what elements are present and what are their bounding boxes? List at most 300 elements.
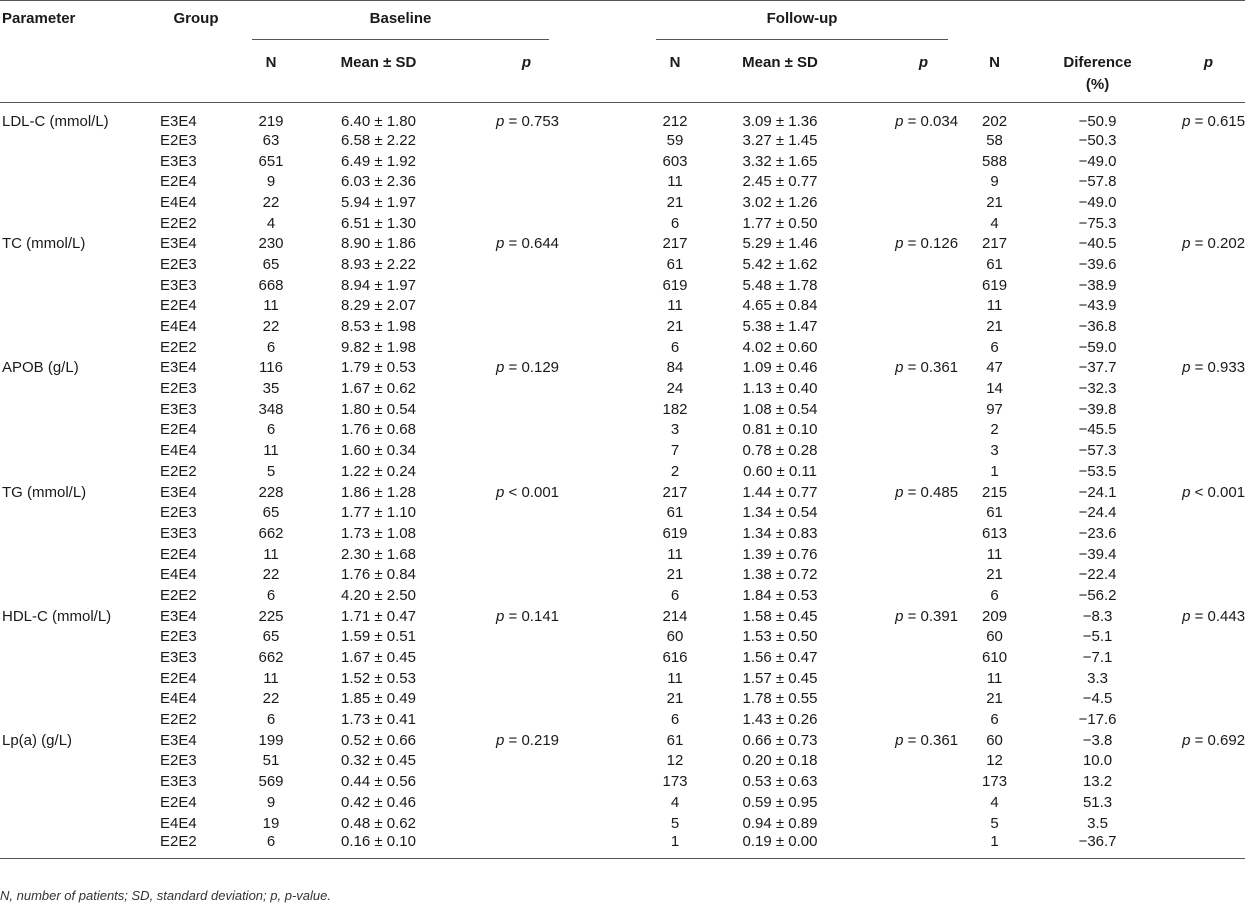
followup-mean-sd-cell: 1.77 ± 0.50: [742, 214, 818, 232]
difference-n-cell: 6: [990, 586, 999, 604]
followup-mean-sd-cell: 1.57 ± 0.45: [742, 669, 818, 687]
baseline-mean-sd-cell: 1.59 ± 0.51: [341, 628, 416, 646]
difference-p-cell: [1164, 668, 1245, 689]
difference-p-cell: [1164, 103, 1245, 131]
parameter-cell: [0, 213, 150, 234]
baseline-n-cell: 348: [258, 400, 284, 418]
table-row: [0, 103, 1245, 131]
difference-p-cell: [1164, 647, 1245, 668]
group-cell: E4E4: [160, 566, 197, 584]
table-row: [0, 627, 1245, 648]
followup-n-cell: 21: [666, 318, 684, 336]
difference-pct-cell: 51.3: [1082, 793, 1113, 811]
p-symbol: p: [496, 235, 505, 253]
difference-n-cell: 1: [990, 462, 999, 480]
baseline-n-cell: 22: [262, 318, 280, 336]
followup-mean-sd-cell: 5.42 ± 1.62: [742, 255, 818, 273]
parameter-cell: [0, 440, 150, 461]
followup-mean-sd-cell: 0.81 ± 0.10: [742, 421, 818, 439]
p-symbol: p: [496, 731, 505, 749]
baseline-n-cell: 668: [258, 276, 284, 294]
table-row: [0, 171, 1245, 192]
difference-n-cell: 21: [986, 193, 1003, 211]
followup-p-cell: [856, 627, 958, 648]
p-value: = 0.361: [903, 359, 959, 377]
baseline-mean-sd-cell: 1.52 ± 0.53: [341, 669, 416, 687]
followup-p-cell: [856, 440, 958, 461]
difference-pct-cell: −17.6: [1078, 711, 1117, 729]
difference-p-cell: [1164, 130, 1245, 151]
parameter-cell: Lp(a) (g/L): [2, 731, 73, 749]
parameter-cell: [0, 316, 150, 337]
header-followup-n: N: [646, 40, 704, 103]
followup-n-cell: 11: [667, 297, 683, 315]
followup-mean-sd-cell: 5.38 ± 1.47: [742, 318, 818, 336]
baseline-p-cell: [457, 606, 559, 627]
followup-mean-sd-cell: 3.09 ± 1.36: [742, 113, 818, 130]
parameter-cell: [0, 420, 150, 441]
followup-p-cell: [856, 399, 958, 420]
baseline-n-cell: 4: [266, 214, 276, 232]
baseline-mean-sd-cell: 1.71 ± 0.47: [341, 607, 416, 625]
group-cell: E4E4: [160, 690, 197, 708]
difference-p-cell: [1164, 420, 1245, 441]
baseline-mean-sd-cell: 8.93 ± 2.22: [341, 255, 416, 273]
difference-pct-cell: −49.0: [1078, 152, 1117, 170]
parameter-cell: [0, 171, 150, 192]
group-cell: E2E4: [160, 421, 197, 439]
difference-p-cell: [1164, 813, 1245, 834]
baseline-p-cell: [457, 399, 559, 420]
baseline-n-cell: 5: [266, 462, 276, 480]
baseline-n-cell: 11: [263, 545, 279, 563]
difference-pct-cell: −40.5: [1078, 235, 1117, 253]
followup-n-cell: 21: [666, 566, 684, 584]
followup-p-cell: [856, 585, 958, 606]
baseline-p-cell: [457, 833, 559, 859]
followup-mean-sd-cell: 0.53 ± 0.63: [742, 773, 818, 791]
table-footnote: N, number of patients; SD, standard deviation; p, p-value.: [0, 888, 331, 903]
difference-n-cell: 11: [986, 545, 1003, 563]
baseline-p-cell: [457, 647, 559, 668]
baseline-p-cell: [457, 709, 559, 730]
difference-n-cell: 173: [982, 773, 1008, 791]
table-row: [0, 213, 1245, 234]
difference-n-cell: 613: [982, 524, 1008, 542]
followup-mean-sd-cell: 0.60 ± 0.11: [743, 462, 817, 480]
header-followup-p: p: [918, 54, 929, 71]
followup-n-cell: 619: [662, 276, 688, 294]
baseline-p-cell: [457, 378, 559, 399]
difference-p-cell: [1164, 171, 1245, 192]
baseline-n-cell: 6: [266, 338, 276, 356]
baseline-n-cell: 225: [258, 607, 284, 625]
baseline-mean-sd-cell: 1.79 ± 0.53: [341, 359, 416, 377]
followup-p-cell: [856, 358, 958, 379]
baseline-mean-sd-cell: 1.60 ± 0.34: [341, 442, 416, 460]
table-row: [0, 378, 1245, 399]
followup-p-cell: [856, 275, 958, 296]
p-value: = 0.753: [504, 113, 560, 130]
followup-mean-sd-cell: 0.66 ± 0.73: [742, 731, 818, 749]
baseline-mean-sd-cell: 8.53 ± 1.98: [341, 318, 416, 336]
baseline-p-cell: [457, 103, 559, 131]
table-row: [0, 751, 1245, 772]
p-value: = 0.644: [504, 235, 560, 253]
baseline-mean-sd-cell: 0.44 ± 0.56: [341, 773, 416, 791]
difference-p-cell: [1164, 627, 1245, 648]
followup-p-cell: [856, 523, 958, 544]
table-row: [0, 296, 1245, 317]
baseline-mean-sd-cell: 1.22 ± 0.24: [341, 462, 416, 480]
group-cell: E2E2: [150, 833, 242, 859]
p-value: = 0.361: [903, 731, 959, 749]
followup-n-cell: 6: [670, 586, 680, 604]
group-cell: E2E2: [160, 338, 197, 356]
p-value: = 0.692: [1190, 731, 1245, 749]
difference-pct-cell: −39.8: [1078, 400, 1117, 418]
group-cell: E3E3: [160, 276, 197, 294]
p-value: = 0.485: [903, 483, 959, 501]
difference-n-cell: 21: [986, 318, 1003, 336]
baseline-p-cell: [457, 192, 559, 213]
parameter-cell: [0, 709, 150, 730]
followup-mean-sd-cell: 1.34 ± 0.54: [742, 504, 818, 522]
followup-n-cell: 59: [666, 131, 684, 149]
parameter-cell: [0, 627, 150, 648]
difference-pct-cell: −24.1: [1078, 483, 1117, 501]
table-row: [0, 585, 1245, 606]
baseline-mean-sd-cell: 6.40 ± 1.80: [341, 113, 416, 130]
baseline-n-cell: 51: [262, 752, 280, 770]
baseline-p-cell: [457, 337, 559, 358]
baseline-p-cell: [457, 627, 559, 648]
table-row: [0, 544, 1245, 565]
difference-pct-cell: −36.8: [1078, 318, 1117, 336]
group-cell: E3E3: [160, 400, 197, 418]
baseline-p-cell: [457, 730, 559, 751]
group-cell: E4E4: [160, 442, 197, 460]
group-cell: E3E3: [160, 524, 197, 542]
difference-n-cell: 217: [982, 235, 1008, 253]
baseline-mean-sd-cell: 1.85 ± 0.49: [341, 690, 416, 708]
difference-p-cell: [1164, 833, 1245, 859]
table-row: [0, 730, 1245, 751]
followup-n-cell: 217: [662, 483, 688, 501]
baseline-n-cell: 11: [263, 297, 279, 315]
difference-n-cell: 12: [986, 752, 1003, 770]
followup-p-cell: [856, 833, 958, 859]
header-followup-mean-sd: Mean ± SD: [704, 40, 856, 103]
difference-n-cell: 5: [990, 814, 999, 832]
baseline-n-cell: 11: [263, 669, 279, 687]
followup-n-cell: 11: [667, 173, 683, 191]
difference-p-cell: [1164, 523, 1245, 544]
followup-p-cell: [856, 771, 958, 792]
baseline-p-cell: [457, 813, 559, 834]
difference-p-cell: [1164, 213, 1245, 234]
followup-n-cell: 11: [667, 545, 683, 563]
parameter-cell: [0, 833, 150, 859]
difference-p-cell: [1164, 689, 1245, 710]
difference-p-cell: [1164, 296, 1245, 317]
header-difference-n: N: [958, 40, 1031, 103]
difference-p-cell: [1164, 502, 1245, 523]
difference-n-cell: 215: [982, 483, 1008, 501]
followup-n-cell: 84: [666, 359, 684, 377]
header-baseline-p: p: [521, 54, 532, 71]
baseline-mean-sd-cell: 1.73 ± 1.08: [341, 524, 416, 542]
group-cell: E4E4: [160, 193, 197, 211]
followup-n-cell: 21: [666, 690, 684, 708]
baseline-n-cell: 6: [242, 833, 300, 859]
baseline-n-cell: 9: [266, 173, 276, 191]
followup-n-cell: 24: [666, 380, 684, 398]
baseline-mean-sd-cell: 1.77 ± 1.10: [341, 504, 416, 522]
baseline-mean-sd-cell: 1.80 ± 0.54: [341, 400, 416, 418]
p-symbol: p: [1182, 235, 1191, 253]
baseline-mean-sd-cell: 1.86 ± 1.28: [341, 483, 416, 501]
followup-mean-sd-cell: 0.94 ± 0.89: [742, 814, 818, 832]
p-symbol: p: [496, 483, 505, 501]
followup-mean-sd-cell: 1.13 ± 0.40: [742, 380, 818, 398]
baseline-mean-sd-cell: 6.49 ± 1.92: [341, 152, 416, 170]
p-value: = 0.933: [1190, 359, 1245, 377]
difference-pct-cell: 13.2: [1082, 773, 1113, 791]
difference-n-cell: 21: [986, 566, 1003, 584]
followup-p-cell: [856, 730, 958, 751]
group-cell: E2E3: [160, 255, 197, 273]
difference-n-cell: 1: [958, 833, 1031, 859]
followup-n-cell: 6: [670, 214, 680, 232]
group-cell: E2E2: [160, 586, 197, 604]
p-symbol: p: [895, 113, 904, 130]
followup-p-cell: [856, 420, 958, 441]
followup-n-cell: 173: [662, 773, 688, 791]
followup-n-cell: 217: [662, 235, 688, 253]
followup-n-cell: 4: [670, 793, 680, 811]
baseline-n-cell: 6: [266, 421, 276, 439]
group-cell: E3E3: [160, 773, 197, 791]
difference-pct-cell: 10.0: [1082, 752, 1113, 770]
parameter-cell: [0, 751, 150, 772]
followup-mean-sd-cell: 1.84 ± 0.53: [742, 586, 818, 604]
baseline-mean-sd-cell: 9.82 ± 1.98: [341, 338, 416, 356]
baseline-p-cell: [457, 213, 559, 234]
difference-n-cell: 60: [986, 628, 1003, 646]
parameter-cell: TG (mmol/L): [2, 483, 87, 501]
difference-p-cell: [1164, 275, 1245, 296]
baseline-p-cell: [457, 792, 559, 813]
p-value: = 0.202: [1190, 235, 1245, 253]
parameter-cell: [0, 813, 150, 834]
difference-n-cell: 11: [986, 297, 1003, 315]
group-cell: E2E3: [160, 131, 197, 149]
p-symbol: p: [496, 607, 505, 625]
baseline-mean-sd-cell: 4.20 ± 2.50: [341, 586, 416, 604]
table-row: [0, 482, 1245, 503]
followup-n-cell: 1: [646, 833, 704, 859]
parameter-cell: [0, 192, 150, 213]
p-value: < 0.001: [504, 483, 560, 501]
difference-n-cell: 588: [982, 152, 1008, 170]
followup-p-cell: [856, 668, 958, 689]
followup-mean-sd-cell: 0.20 ± 0.18: [742, 752, 818, 770]
parameter-cell: TC (mmol/L): [2, 235, 86, 253]
p-symbol: p: [1182, 113, 1191, 130]
baseline-n-cell: 22: [262, 690, 280, 708]
difference-n-cell: 610: [982, 649, 1008, 667]
followup-n-cell: 3: [670, 421, 680, 439]
group-cell: E2E4: [160, 545, 197, 563]
baseline-p-cell: [457, 420, 559, 441]
followup-mean-sd-cell: 3.02 ± 1.26: [742, 193, 818, 211]
difference-pct-cell: −53.5: [1078, 462, 1117, 480]
followup-mean-sd-cell: 0.59 ± 0.95: [742, 793, 818, 811]
followup-n-cell: 61: [666, 504, 684, 522]
parameter-cell: [0, 254, 150, 275]
followup-n-cell: 60: [666, 628, 684, 646]
difference-n-cell: 97: [986, 400, 1003, 418]
difference-pct-cell: 3.3: [1087, 669, 1108, 687]
followup-mean-sd-cell: 5.29 ± 1.46: [742, 235, 818, 253]
followup-mean-sd-cell: 1.53 ± 0.50: [742, 628, 818, 646]
header-baseline-mean-sd: Mean ± SD: [300, 40, 457, 103]
baseline-n-cell: 569: [258, 773, 284, 791]
difference-pct-cell: −57.3: [1078, 442, 1117, 460]
difference-pct-cell: −4.5: [1082, 690, 1113, 708]
group-cell: E2E3: [160, 504, 197, 522]
difference-n-cell: 47: [986, 359, 1003, 377]
baseline-n-cell: 65: [262, 628, 280, 646]
followup-mean-sd-cell: 1.39 ± 0.76: [742, 545, 818, 563]
difference-n-cell: 3: [990, 442, 999, 460]
difference-pct-cell: −43.9: [1078, 297, 1117, 315]
group-cell: E2E2: [160, 462, 197, 480]
group-cell: E3E4: [160, 235, 197, 253]
baseline-n-cell: 9: [266, 793, 276, 811]
table-row: [0, 358, 1245, 379]
followup-p-cell: [856, 254, 958, 275]
baseline-p-cell: [457, 461, 559, 482]
table-header: [0, 1, 1245, 103]
followup-n-cell: 61: [666, 255, 684, 273]
parameter-cell: APOB (g/L): [2, 359, 79, 377]
baseline-mean-sd-cell: 8.29 ± 2.07: [341, 297, 416, 315]
baseline-p-cell: [457, 564, 559, 585]
group-cell: E2E3: [160, 380, 197, 398]
parameter-cell: [0, 564, 150, 585]
baseline-n-cell: 35: [262, 380, 280, 398]
followup-mean-sd-cell: 4.02 ± 0.60: [742, 338, 818, 356]
parameter-cell: [0, 647, 150, 668]
table-row: [0, 275, 1245, 296]
baseline-p-cell: [457, 171, 559, 192]
followup-n-cell: 5: [670, 814, 680, 832]
difference-pct-cell: −56.2: [1078, 586, 1117, 604]
difference-pct-cell: −38.9: [1078, 276, 1117, 294]
parameter-cell: [0, 130, 150, 151]
baseline-p-cell: [457, 358, 559, 379]
followup-mean-sd-cell: 2.45 ± 0.77: [742, 173, 818, 191]
followup-p-cell: [856, 606, 958, 627]
baseline-p-cell: [457, 668, 559, 689]
followup-mean-sd-cell: 1.44 ± 0.77: [742, 483, 818, 501]
difference-n-cell: 21: [986, 690, 1003, 708]
p-value: = 0.443: [1190, 607, 1245, 625]
difference-n-cell: 9: [990, 173, 999, 191]
difference-pct-cell: −39.6: [1078, 255, 1117, 273]
parameter-cell: [0, 399, 150, 420]
group-cell: E3E3: [160, 649, 197, 667]
table-body: [0, 103, 1245, 859]
followup-n-cell: 212: [662, 113, 688, 130]
followup-mean-sd-cell: 1.08 ± 0.54: [742, 400, 818, 418]
group-cell: E2E3: [160, 752, 197, 770]
p-symbol: p: [1182, 483, 1191, 501]
followup-mean-sd-cell: 3.32 ± 1.65: [742, 152, 818, 170]
baseline-p-cell: [457, 502, 559, 523]
difference-p-cell: [1164, 771, 1245, 792]
parameter-cell: [0, 689, 150, 710]
followup-p-cell: [856, 647, 958, 668]
table-row: [0, 440, 1245, 461]
difference-p-cell: [1164, 254, 1245, 275]
followup-mean-sd-cell: 5.48 ± 1.78: [742, 276, 818, 294]
header-group: Group: [173, 10, 219, 27]
header-difference-line2: (%): [1085, 76, 1110, 93]
baseline-mean-sd-cell: 8.90 ± 1.86: [341, 235, 416, 253]
difference-p-cell: [1164, 730, 1245, 751]
followup-p-cell: [856, 151, 958, 172]
p-symbol: p: [496, 359, 505, 377]
baseline-mean-sd-cell: 1.67 ± 0.62: [341, 380, 416, 398]
baseline-p-cell: [457, 254, 559, 275]
baseline-n-cell: 116: [259, 359, 283, 377]
parameter-cell: [0, 461, 150, 482]
baseline-p-cell: [457, 689, 559, 710]
difference-p-cell: [1164, 792, 1245, 813]
baseline-mean-sd-cell: 6.58 ± 2.22: [341, 131, 416, 149]
baseline-n-cell: 199: [258, 731, 284, 749]
difference-pct-cell: −50.9: [1078, 113, 1117, 130]
difference-n-cell: 60: [986, 731, 1003, 749]
difference-pct-cell: −23.6: [1078, 524, 1117, 542]
p-symbol: p: [1182, 607, 1191, 625]
baseline-n-cell: 662: [258, 524, 284, 542]
followup-p-cell: [856, 337, 958, 358]
followup-p-cell: [856, 709, 958, 730]
difference-pct-cell: −45.5: [1078, 421, 1117, 439]
followup-mean-sd-cell: 1.56 ± 0.47: [742, 649, 818, 667]
baseline-n-cell: 651: [258, 152, 284, 170]
followup-n-cell: 619: [662, 524, 688, 542]
baseline-p-cell: [457, 316, 559, 337]
baseline-p-cell: [457, 523, 559, 544]
table-row: [0, 192, 1245, 213]
table-row: [0, 647, 1245, 668]
group-cell: E2E2: [160, 214, 197, 232]
baseline-p-cell: [457, 440, 559, 461]
baseline-n-cell: 19: [262, 814, 280, 832]
table-row: [0, 709, 1245, 730]
table-row: [0, 254, 1245, 275]
followup-mean-sd-cell: 1.43 ± 0.26: [742, 711, 818, 729]
followup-mean-sd-cell: 1.38 ± 0.72: [742, 566, 818, 584]
baseline-p-cell: [457, 233, 559, 254]
difference-p-cell: [1164, 337, 1245, 358]
followup-p-cell: [856, 461, 958, 482]
